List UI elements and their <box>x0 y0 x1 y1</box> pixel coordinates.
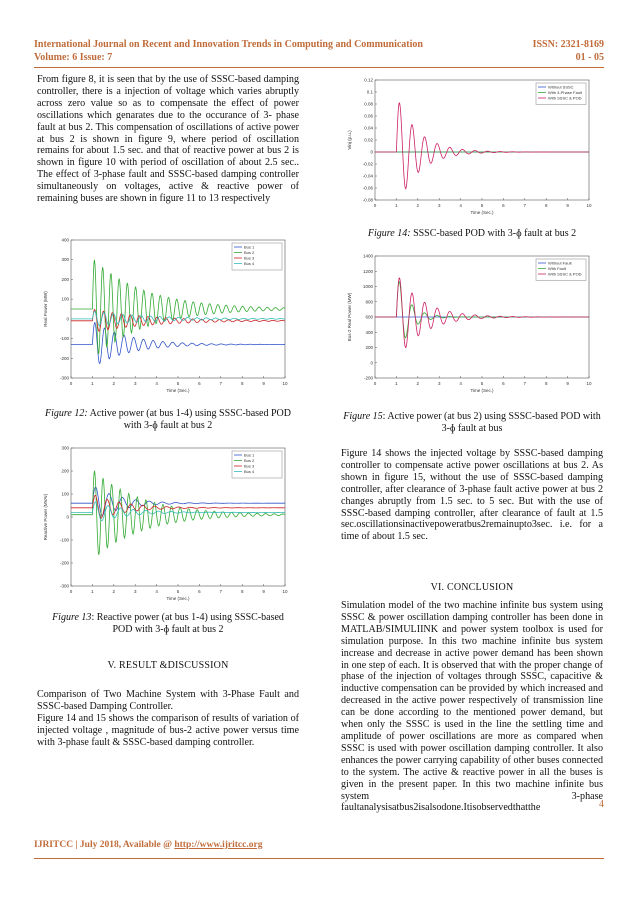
legend-entry: Bus 3 <box>244 255 255 261</box>
y-tick-label: -0.02 <box>362 161 373 167</box>
paragraph-fig14-15-intro: Figure 14 and 15 shows the comparison of results of variation of injected voltage , magnitude of bus-2 active power versus time with 3-phase fault & SSSC-based damping controller. <box>37 713 299 748</box>
figure-14-svg <box>341 72 603 222</box>
legend-entry: Bus 4 <box>244 469 255 474</box>
x-tick-label: 7 <box>219 381 223 386</box>
y-tick-label: 0.12 <box>364 77 373 83</box>
section-6-heading: VI. CONCLUSION <box>430 582 514 593</box>
x-tick-label: 5 <box>176 589 180 594</box>
y-tick-label: -200 <box>363 375 373 381</box>
x-axis-label: Time (Sec.) <box>166 596 190 601</box>
legend-entry: Without SSSC <box>548 84 574 90</box>
figure-14-text: SSSC-based POD with 3-ɸ fault at bus 2 <box>413 228 577 239</box>
journal-pages: 01 - 05 <box>575 52 604 63</box>
y-tick-label: -0.08 <box>362 197 373 203</box>
x-tick-label: 4 <box>459 203 462 208</box>
x-tick-label: 2 <box>112 381 116 386</box>
x-axis-label: Time (Sec.) <box>470 388 494 393</box>
x-tick-label: 3 <box>133 589 137 594</box>
figure-12-plot <box>37 232 299 400</box>
y-tick-label: 0.1 <box>366 89 373 95</box>
x-tick-label: 1 <box>395 381 398 386</box>
x-tick-label: 9 <box>262 381 265 386</box>
figure-14-label: Figure 14: <box>367 228 411 239</box>
x-tick-label: 9 <box>566 381 569 386</box>
paragraph-figure8-discussion: From figure 8, it is seen that by the use of SSSC-based damping controller, there is a injection of voltage which varies abruptly across zero value so as to compensate the effect of power oscillations which genarates due to the occurance of 3- phase fault at bus 2. This compensation of oscillations of active power at bus 2 is shown in figure 9, where period of oscillation remains for about 1.5 sec. and that of reactive power at bus 2 is shown in figure 10 with period of oscillation of about 2.5 sec.. The effect of 3-phase fault and SSSC-based damping controller simultaneously on voltages, active & reactive power of remaining buses are shown in figure 11 to 13 respectively <box>37 74 299 205</box>
figure-15-label: Figure 15 <box>343 411 383 422</box>
figure-12-text: Active power (at bus 1-4) using SSSC-based POD with 3-ɸ fault at bus 2 <box>89 408 291 431</box>
x-tick-label: 10 <box>282 589 288 594</box>
figure-13-plot <box>37 440 299 608</box>
y-tick-label: 400 <box>365 329 373 335</box>
y-tick-label: 200 <box>61 276 69 282</box>
y-tick-label: 300 <box>61 257 69 263</box>
legend-entry: Without Fault <box>548 260 572 266</box>
x-tick-label: 9 <box>262 589 265 594</box>
y-tick-label: -100 <box>59 336 69 342</box>
x-tick-label: 5 <box>480 381 484 386</box>
y-axis-label: Vinj (p.u.) <box>347 130 352 150</box>
x-tick-label: 3 <box>437 203 441 208</box>
x-tick-label: 5 <box>480 203 484 208</box>
footer <box>34 840 262 850</box>
footer-rule <box>34 858 604 859</box>
y-tick-label: -0.06 <box>362 185 373 191</box>
x-tick-label: 4 <box>155 381 158 386</box>
y-tick-label: 0 <box>370 360 373 366</box>
page-number: 4 <box>599 799 604 810</box>
y-tick-label: 100 <box>61 491 69 497</box>
figure-13-caption <box>42 612 294 636</box>
journal-title: International Journal on Recent and Innovation Trends in Computing and Communication <box>34 39 423 50</box>
figure-12-svg <box>37 232 299 400</box>
x-tick-label: 9 <box>566 203 569 208</box>
x-tick-label: 6 <box>502 381 505 386</box>
x-tick-label: 8 <box>544 203 548 208</box>
x-tick-label: 7 <box>523 203 527 208</box>
y-tick-label: 600 <box>365 314 373 320</box>
y-tick-label: 0.02 <box>364 137 373 143</box>
y-tick-label: -300 <box>59 375 69 381</box>
y-tick-label: 0.06 <box>364 113 373 119</box>
x-tick-label: 1 <box>91 381 94 386</box>
header-rule <box>34 67 604 68</box>
y-tick-label: 800 <box>365 299 373 305</box>
x-tick-label: 6 <box>198 381 201 386</box>
y-axis-label: Bus-2 Real Power (MW) <box>347 292 352 342</box>
x-tick-label: 8 <box>544 381 548 386</box>
x-tick-label: 0 <box>69 589 73 594</box>
x-tick-label: 10 <box>282 381 288 386</box>
y-tick-label: 1400 <box>362 253 373 259</box>
legend-entry: With SSSC & POD <box>548 95 582 101</box>
legend-entry: Bus 4 <box>244 261 255 266</box>
journal-issn: ISSN: 2321-8169 <box>532 39 604 50</box>
x-tick-label: 5 <box>176 381 180 386</box>
y-tick-label: -100 <box>59 537 69 543</box>
x-axis-label: Time (Sec.) <box>470 210 494 215</box>
y-tick-label: 200 <box>365 345 373 350</box>
figure-12-caption <box>42 408 294 432</box>
figure-14-caption <box>341 228 603 240</box>
y-tick-label: 0 <box>370 149 373 155</box>
x-tick-label: 3 <box>437 381 441 386</box>
y-tick-label: -300 <box>59 583 69 589</box>
y-tick-label: -200 <box>59 560 69 566</box>
x-tick-label: 7 <box>219 589 223 594</box>
legend-entry: Bus 2 <box>244 250 255 255</box>
x-tick-label: 6 <box>502 203 505 208</box>
x-tick-label: 2 <box>416 381 420 386</box>
x-tick-label: 0 <box>373 381 377 386</box>
figure-15-caption <box>341 411 603 435</box>
x-axis-label: Time (Sec.) <box>166 388 190 393</box>
x-tick-label: 2 <box>416 203 420 208</box>
x-tick-label: 0 <box>373 203 377 208</box>
figure-15-plot <box>341 248 603 400</box>
figure-15-text: : Active power (at bus 2) using SSSC-based POD with 3-ɸ fault at bus <box>382 411 601 434</box>
x-tick-label: 8 <box>240 381 244 386</box>
legend-entry: With SSSC & POD <box>548 271 582 277</box>
y-tick-label: -200 <box>59 355 69 361</box>
x-tick-label: 10 <box>586 203 592 208</box>
y-tick-label: 0.08 <box>364 101 373 107</box>
figure-13-svg <box>37 440 299 608</box>
y-tick-label: 0 <box>66 514 69 520</box>
section-5-heading: V. RESULT &DISCUSSION <box>107 660 229 671</box>
figure-13-label: Figure 13 <box>52 612 92 623</box>
y-tick-label: 100 <box>61 296 69 302</box>
y-axis-label: Reactive Power (MVAr) <box>43 493 48 541</box>
x-tick-label: 1 <box>395 203 398 208</box>
footer-link[interactable]: http://www.ijritcc.org <box>174 840 263 850</box>
legend-entry: Bus 3 <box>244 463 255 469</box>
y-tick-label: 1200 <box>362 268 373 274</box>
legend-entry: Bus 1 <box>244 452 255 458</box>
figure-14-plot <box>341 72 603 222</box>
x-tick-label: 3 <box>133 381 137 386</box>
x-tick-label: 4 <box>459 381 462 386</box>
figure-13-text: : Reactive power (at bus 1-4) using SSSC-based POD with 3-ɸ fault at bus 2 <box>91 612 284 635</box>
legend-entry: With Fault <box>548 266 567 271</box>
y-tick-label: 0 <box>66 316 69 322</box>
paragraph-comparison-title: Comparison of Two Machine System with 3-Phase Fault and SSSC-based Damping Controller. <box>37 689 299 712</box>
x-tick-label: 4 <box>155 589 158 594</box>
x-tick-label: 0 <box>69 381 73 386</box>
legend-entry: Bus 2 <box>244 458 255 463</box>
y-axis-label: Real Power (MW) <box>43 291 48 327</box>
journal-volume: Volume: 6 Issue: 7 <box>34 52 113 63</box>
y-tick-label: 300 <box>61 445 69 451</box>
legend-entry: Bus 1 <box>244 244 255 250</box>
paragraph-conclusion: Simulation model of the two machine infinite bus system using SSSC & power oscillation damping controller has been done in MATLAB/SIMULIINK and power system toolbox is used for simulation purpose. In this two machine infinite bus system increase and decrease in active power demand has been shown in one step of each. It is observed that with the proper change of phase of the injection of voltages through SSSC, capacitive & inductive compensation can be provided by which increased and decreased in the active power respectively of transmission line can be done according to the mentioned power demand, but when only the SSSC is used in the line the settling time and amplitude of power oscillations are more as compared when SSSC is used with power oscillation damping controller. It also enhances the power carrying capability of other buses connected to the system. The active & reactive power in all the buses is given in the present paper. In this two machine infinite bus system 3-phase faultanalysisatbus2isalsodone.Itisobservedthatthe <box>341 600 603 814</box>
y-tick-label: 0.04 <box>364 125 373 131</box>
x-tick-label: 2 <box>112 589 116 594</box>
paragraph-fig14-15-discussion: Figure 14 shows the injected voltage by SSSC-based damping controller to compensate active power oscillations at bus 2. As shown in figure 15, without the use of SSSC-based damping controller, after clearance of 3-phase fault active power at bus 2 changes abruptly from 1.5 sec. to 5 sec. But with the use of SSSC-based damping controller, after clearance of fault at 1.5 sec.oscillationsinactivepoweratbus2remainupto3sec. i.e. for a time of about 1.5 sec. <box>341 448 603 543</box>
y-tick-label: -0.04 <box>362 173 373 179</box>
x-tick-label: 1 <box>91 589 94 594</box>
x-tick-label: 10 <box>586 381 592 386</box>
x-tick-label: 7 <box>523 381 527 386</box>
figure-12-label: Figure 12: <box>44 408 88 419</box>
y-tick-label: 200 <box>61 468 69 474</box>
y-tick-label: 1000 <box>362 284 373 289</box>
y-tick-label: 400 <box>61 237 69 243</box>
legend-entry: With 3-Phase Fault <box>548 90 583 95</box>
x-tick-label: 6 <box>198 589 201 594</box>
footer-text: IJRITCC | July 2018, Available @ <box>34 840 175 850</box>
x-tick-label: 8 <box>240 589 244 594</box>
figure-15-svg <box>341 248 603 400</box>
